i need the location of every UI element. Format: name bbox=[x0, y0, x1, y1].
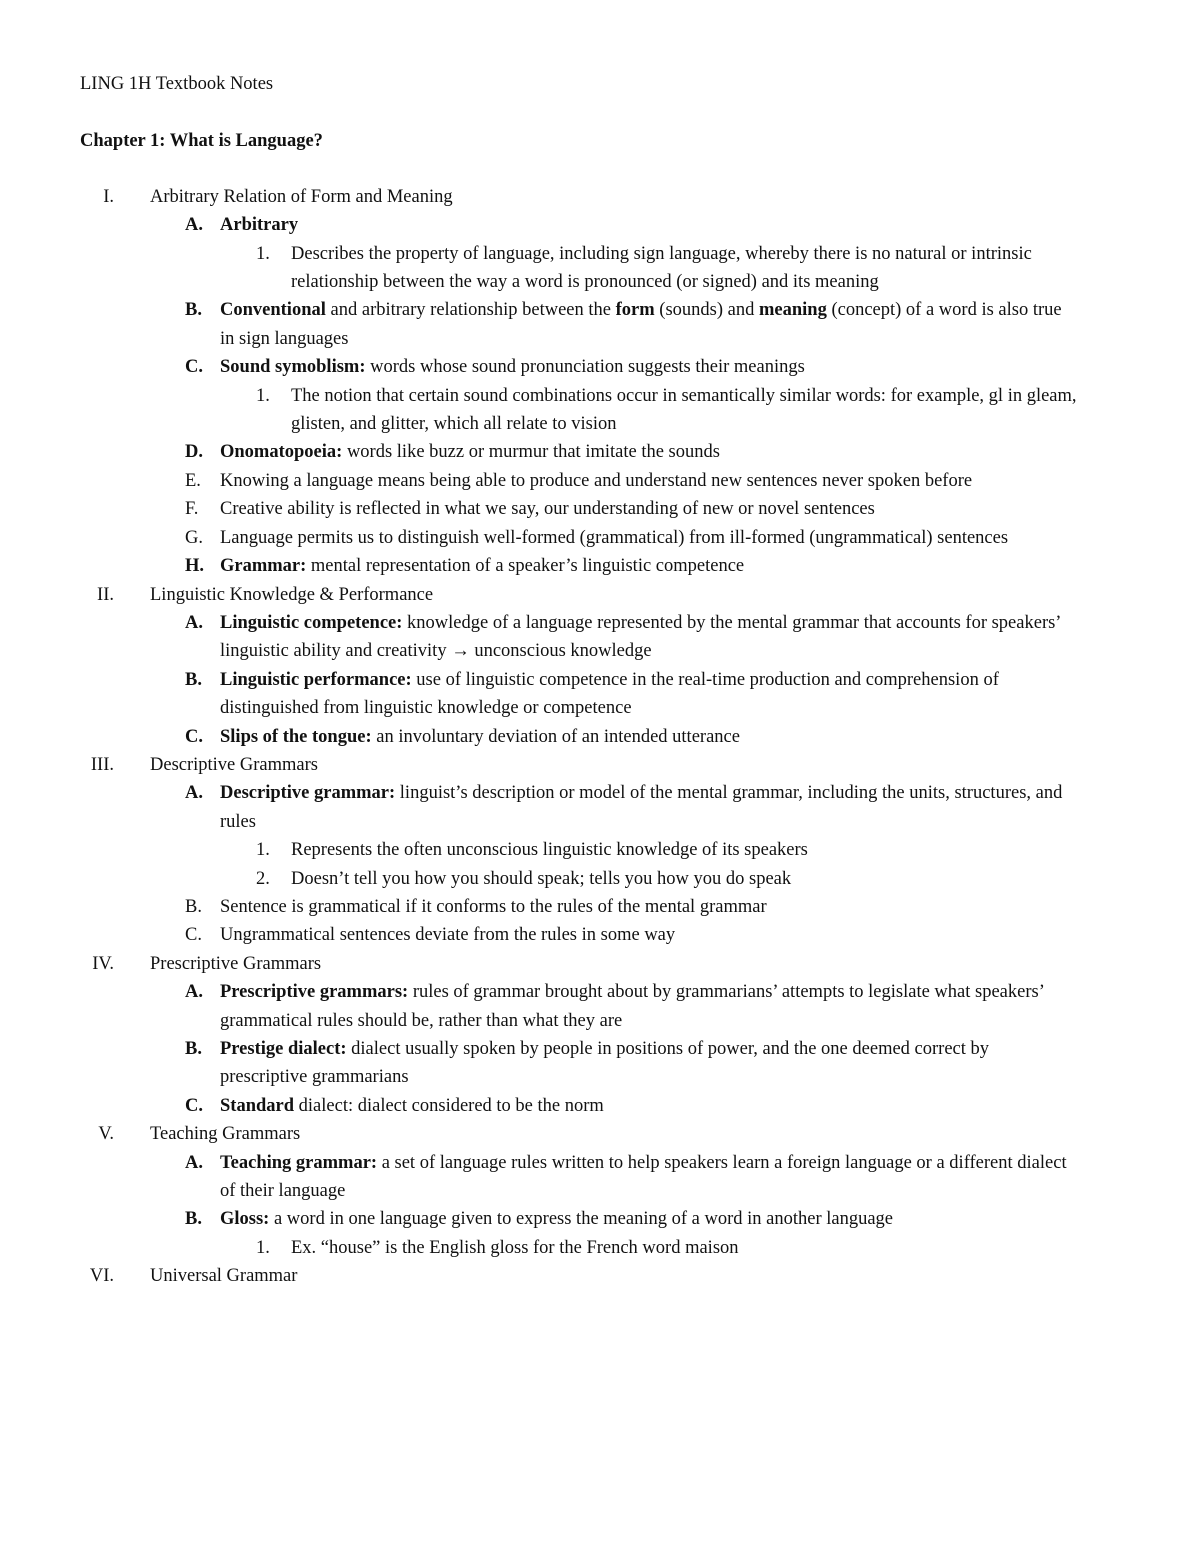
item-letter: B. bbox=[185, 1039, 202, 1059]
term-bold: Prescriptive grammars: bbox=[220, 982, 409, 1003]
item-letter: C. bbox=[185, 925, 202, 946]
item-letter: A. bbox=[185, 612, 203, 633]
outline-item bbox=[80, 978, 1080, 1035]
term-bold: Teaching grammar: bbox=[220, 1152, 378, 1173]
section-title: Teaching Grammars bbox=[150, 1124, 301, 1145]
item-text bbox=[220, 613, 1060, 661]
subitem-number: 1. bbox=[256, 840, 270, 861]
item-letter: A. bbox=[185, 982, 203, 1003]
item-letter: A. bbox=[185, 215, 203, 236]
text-run: (concept) of a word is also true in sign languages bbox=[220, 300, 1062, 349]
item-letter: A. bbox=[185, 1152, 203, 1173]
term-bold: Grammar: bbox=[220, 556, 307, 577]
outline-subitem bbox=[80, 240, 1080, 297]
text-run: words like buzz or murmur that imitate the sounds bbox=[342, 442, 720, 463]
text-run: linguist’s description or model of the mental grammar, including the units, structures, and rules bbox=[220, 783, 1063, 832]
text-run: knowledge of a language represented by the mental grammar that accounts for speakers’ linguistic ability and creativity → unconscious knowledge bbox=[220, 612, 1061, 662]
subitem-text: Doesn’t tell you how you should speak; tells you how you do speak bbox=[291, 868, 792, 889]
section-heading bbox=[80, 950, 1080, 978]
section-numeral: I. bbox=[103, 186, 114, 207]
section-heading bbox=[80, 1262, 1080, 1290]
text-run: and arbitrary relationship between the bbox=[325, 300, 616, 321]
subitem-text: Ex. “house” is the English gloss for the French word maison bbox=[291, 1237, 739, 1258]
term-bold: Gloss: bbox=[220, 1209, 270, 1230]
subitem-number: 1. bbox=[256, 1237, 270, 1258]
text-run: words whose sound pronunciation suggests their meanings bbox=[365, 357, 805, 378]
item-letter: C. bbox=[185, 726, 203, 747]
outline-item bbox=[80, 893, 1080, 921]
outline-item bbox=[80, 921, 1080, 949]
item-text bbox=[220, 925, 675, 945]
item-text bbox=[220, 300, 1062, 348]
item-letter: C. bbox=[185, 1095, 203, 1116]
section-title: Descriptive Grammars bbox=[150, 754, 318, 775]
outline-item bbox=[80, 1205, 1080, 1233]
chapter-heading: Chapter 1: What is Language? bbox=[80, 131, 323, 152]
term-bold: Conventional bbox=[220, 300, 326, 321]
section-title: Universal Grammar bbox=[150, 1266, 298, 1287]
text-run: a word in one language given to express the meaning of a word in another language bbox=[269, 1209, 894, 1230]
text-run: use of linguistic competence in the real-time production and comprehension of distinguished from linguistic knowledge or competence bbox=[220, 669, 999, 719]
text-run: a set of language rules written to help speakers learn a foreign language or a different dialect of their language bbox=[220, 1152, 1067, 1202]
outline-item bbox=[80, 353, 1080, 381]
item-text bbox=[220, 1039, 989, 1087]
text-run: an involuntary deviation of an intended utterance bbox=[371, 726, 740, 747]
item-text bbox=[220, 982, 1044, 1030]
term-bold: meaning bbox=[758, 300, 827, 321]
subitem-text: The notion that certain sound combinations occur in semantically similar words: for example, gl in gleam, glisten, and glitter, which all relate to vision bbox=[291, 385, 1077, 435]
term-bold: Slips of the tongue: bbox=[220, 726, 372, 747]
term-bold: Arbitrary bbox=[220, 215, 299, 236]
outline-item bbox=[80, 779, 1080, 836]
outline-item bbox=[80, 467, 1080, 495]
subitem-text: Represents the often unconscious linguistic knowledge of its speakers bbox=[291, 840, 808, 861]
section-heading bbox=[80, 751, 1080, 779]
item-text bbox=[220, 471, 972, 491]
item-letter: A. bbox=[185, 783, 203, 804]
section-title: Linguistic Knowledge & Performance bbox=[150, 584, 434, 605]
text-run: dialect usually spoken by people in positions of power, and the one deemed correct by prescriptive grammarians bbox=[220, 1039, 990, 1088]
section-heading bbox=[80, 183, 1080, 211]
term-bold: Standard bbox=[220, 1095, 295, 1116]
text-run: Creative ability is reflected in what we say, our understanding of new or novel sentences bbox=[220, 499, 875, 520]
item-letter: H. bbox=[185, 556, 205, 577]
section-title: Arbitrary Relation of Form and Meaning bbox=[150, 186, 453, 207]
item-letter: B. bbox=[185, 896, 202, 917]
term-bold: Linguistic performance: bbox=[220, 669, 412, 690]
item-text bbox=[220, 499, 875, 519]
item-text bbox=[220, 897, 767, 917]
text-run: (sounds) and bbox=[654, 300, 759, 321]
text-run: Knowing a language means being able to produce and understand new sentences never spoken before bbox=[220, 470, 973, 491]
item-text bbox=[220, 783, 1062, 831]
section-numeral: V. bbox=[98, 1124, 114, 1145]
subitem-text: Describes the property of language, including sign language, whereby there is no natural or intrinsic relationship between the way a word is pronounced (or signed) and its meaning bbox=[291, 243, 1032, 293]
text-run: Sentence is grammatical if it conforms to the rules of the mental grammar bbox=[220, 896, 767, 917]
outline-item bbox=[80, 1149, 1080, 1206]
subitem-number: 1. bbox=[256, 243, 270, 264]
outline-item bbox=[80, 609, 1080, 666]
term-bold: Prestige dialect: bbox=[220, 1039, 347, 1059]
outline-item bbox=[80, 552, 1080, 580]
document-title: LING 1H Textbook Notes bbox=[80, 74, 274, 94]
outline-item bbox=[80, 495, 1080, 523]
text-run: dialect: dialect considered to be the norm bbox=[294, 1095, 604, 1116]
item-text bbox=[220, 1209, 893, 1229]
item-text bbox=[220, 215, 298, 235]
section-numeral: III. bbox=[90, 754, 114, 775]
item-letter: E. bbox=[185, 470, 201, 491]
outline-subitem bbox=[80, 836, 1080, 864]
document-page bbox=[80, 70, 1080, 1291]
item-text bbox=[220, 528, 1008, 548]
item-text bbox=[220, 357, 805, 377]
subitem-number: 1. bbox=[256, 385, 270, 406]
outline-subitem bbox=[80, 865, 1080, 893]
section-numeral: VI. bbox=[89, 1266, 114, 1287]
item-text bbox=[220, 670, 999, 718]
item-letter: B. bbox=[185, 669, 202, 690]
outline-item bbox=[80, 666, 1080, 723]
text-run: rules of grammar brought about by grammarians’ attempts to legislate what speakers’ grammatical rules should be, rather than what they are bbox=[220, 982, 1044, 1031]
text-run: Ungrammatical sentences deviate from the rules in some way bbox=[220, 925, 676, 946]
section-heading bbox=[80, 1120, 1080, 1148]
outline-item bbox=[80, 524, 1080, 552]
item-text bbox=[220, 1153, 1067, 1201]
outline-item bbox=[80, 211, 1080, 239]
item-letter: B. bbox=[185, 1209, 202, 1230]
term-bold: Linguistic competence: bbox=[220, 612, 403, 633]
item-letter: B. bbox=[185, 300, 202, 321]
item-text bbox=[220, 727, 740, 747]
item-letter: G. bbox=[185, 527, 203, 548]
item-text bbox=[220, 442, 720, 462]
outline-item bbox=[80, 723, 1080, 751]
notes-outline bbox=[80, 183, 1080, 1291]
term-bold: form bbox=[615, 300, 655, 321]
outline-item bbox=[80, 438, 1080, 466]
outline-subitem bbox=[80, 1234, 1080, 1262]
item-letter: C. bbox=[185, 357, 203, 378]
text-run: Language permits us to distinguish well-formed (grammatical) from ill-formed (ungrammatical) sentences bbox=[220, 527, 1009, 548]
section-numeral: IV. bbox=[92, 953, 114, 974]
text-run: mental representation of a speaker’s linguistic competence bbox=[306, 556, 745, 577]
item-text bbox=[220, 556, 744, 576]
item-letter: D. bbox=[185, 442, 203, 463]
subitem-number: 2. bbox=[256, 868, 270, 889]
outline-item bbox=[80, 1092, 1080, 1120]
section-numeral: II. bbox=[97, 584, 114, 605]
outline-subitem bbox=[80, 382, 1080, 439]
term-bold: Sound symoblism: bbox=[220, 357, 366, 378]
term-bold: Onomatopoeia: bbox=[220, 442, 343, 463]
section-title: Prescriptive Grammars bbox=[150, 953, 322, 974]
item-text bbox=[220, 1096, 604, 1116]
section-heading bbox=[80, 581, 1080, 609]
outline-item bbox=[80, 296, 1080, 353]
outline-item bbox=[80, 1035, 1080, 1092]
term-bold: Descriptive grammar: bbox=[220, 783, 396, 804]
item-letter: F. bbox=[185, 499, 199, 520]
